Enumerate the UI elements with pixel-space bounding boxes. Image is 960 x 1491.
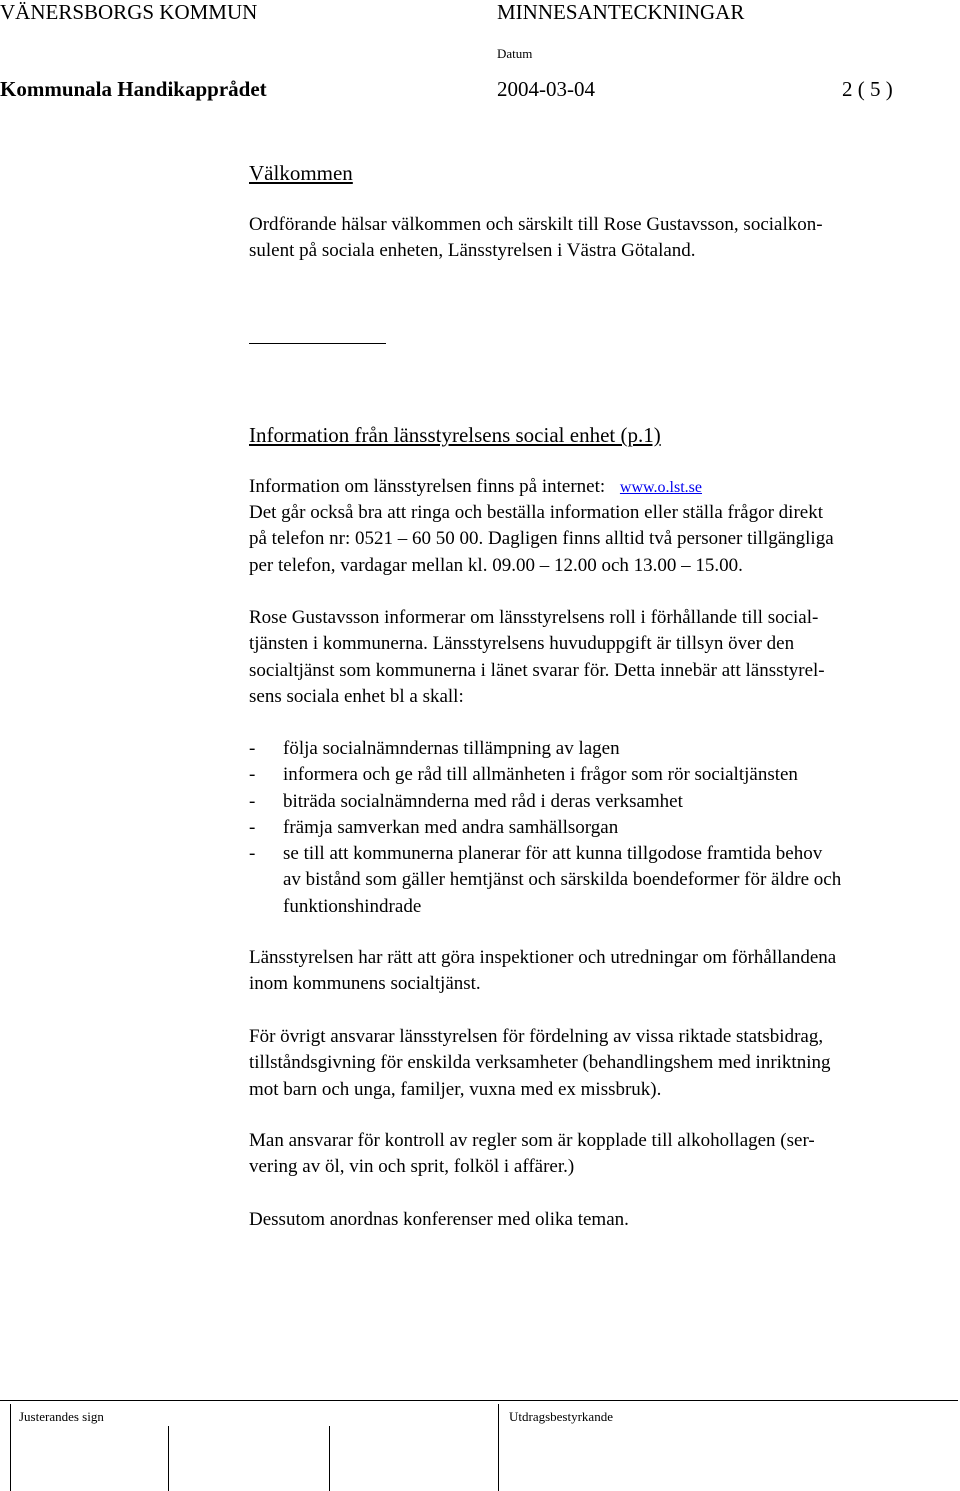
sign-box-divider [329, 1426, 330, 1491]
welcome-line: sulent på sociala enheten, Länsstyrelsen i Västra Götaland. [249, 240, 696, 262]
website-link[interactable]: www.o.lst.se [619, 479, 702, 496]
welcome-heading: Välkommen [249, 161, 353, 185]
list-item-text: biträda socialnämnderna med råd i deras verksamhet [283, 790, 683, 812]
inspection-line: Länsstyrelsen har rätt att göra inspektioner och utredningar om förhållandena [249, 947, 837, 968]
section-separator [249, 343, 386, 344]
role-line: tjänsten i kommunerna. Länsstyrelsens huvuduppgift är tillsyn över den [249, 633, 795, 655]
bullet-marker: - [249, 816, 256, 838]
role-line: Rose Gustavsson informerar om länsstyrelsens roll i förhållande till social- [249, 607, 819, 628]
page-number: 2 ( 5 ) [842, 77, 893, 101]
role-paragraph [249, 605, 825, 710]
welcome-paragraph [249, 212, 823, 265]
sign-box-divider [168, 1426, 169, 1491]
internet-text: Information om länsstyrelsen finns på internet: [249, 476, 606, 497]
role-line: sens sociala enhet bl a skall: [249, 685, 464, 707]
list-item-text: funktionshindrade [283, 895, 422, 917]
list-item [249, 762, 949, 788]
justerandes-sign-label: Justerandes sign [19, 1409, 104, 1424]
bullet-marker: - [249, 764, 256, 786]
list-item [249, 789, 949, 815]
list-item [249, 736, 949, 762]
date-label: Datum [497, 46, 533, 61]
alcohol-paragraph [249, 1128, 815, 1181]
bullet-marker: - [249, 790, 256, 812]
list-item [249, 815, 949, 841]
grants-paragraph [249, 1024, 831, 1103]
internet-line [249, 474, 702, 501]
grants-line: tillståndsgivning för enskilda verksamheter (behandlingshem med inriktning [249, 1052, 831, 1074]
document-type: MINNESANTECKNINGAR [497, 0, 745, 24]
list-item-text: främja samverkan med andra samhällsorgan [283, 816, 619, 838]
role-line: socialtjänst som kommunerna i länet svarar för. Detta innebär att länsstyrel- [249, 659, 825, 681]
info-heading: Information från länsstyrelsens social enhet (p.1) [249, 423, 661, 447]
committee-name: Kommunala Handikapprådet [0, 77, 267, 101]
utdragsbestyrkande-label: Utdragsbestyrkande [509, 1409, 613, 1424]
welcome-line: Ordförande hälsar välkommen och särskilt till Rose Gustavsson, socialkon- [249, 214, 823, 235]
phone-paragraph [249, 500, 834, 579]
list-item-text: följa socialnämndernas tillämpning av lagen [283, 738, 620, 759]
list-item-text: se till att kommunerna planerar för att kunna tillgodose framtida behov [283, 843, 823, 865]
inspection-paragraph [249, 945, 836, 998]
conference-paragraph [249, 1207, 629, 1233]
bullet-marker: - [249, 843, 256, 865]
conference-line: Dessutom anordnas konferenser med olika teman. [249, 1209, 629, 1230]
grants-line: mot barn och unga, familjer, vuxna med ex missbruk). [249, 1078, 662, 1100]
footer-divider [498, 1404, 499, 1491]
phone-line: på telefon nr: 0521 – 60 50 00. Dagligen finns alltid två personer tillgängliga [249, 528, 834, 550]
footer-rule [0, 1400, 958, 1401]
phone-line: Det går också bra att ringa och beställa information eller ställa frågor direkt [249, 502, 823, 523]
list-item-text: av bistånd som gäller hemtjänst och särskilda boendeformer för äldre och [283, 869, 842, 891]
phone-line: per telefon, vardagar mellan kl. 09.00 – 12.00 och 13.00 – 15.00. [249, 554, 743, 576]
task-list [249, 736, 949, 916]
inspection-line: inom kommunens socialtjänst. [249, 973, 481, 995]
org-name: VÄNERSBORGS KOMMUN [0, 0, 258, 24]
alcohol-line: vering av öl, vin och sprit, folköl i affärer.) [249, 1156, 575, 1178]
grants-line: För övrigt ansvarar länsstyrelsen för fördelning av vissa riktade statsbidrag, [249, 1026, 824, 1047]
list-item [249, 841, 949, 920]
bullet-marker: - [249, 738, 256, 759]
alcohol-line: Man ansvarar för kontroll av regler som är kopplade till alkohollagen (ser- [249, 1130, 815, 1151]
footer-divider [10, 1404, 11, 1491]
meeting-date: 2004-03-04 [497, 77, 595, 101]
list-item-text: informera och ge råd till allmänheten i frågor som rör socialtjänsten [283, 764, 798, 786]
